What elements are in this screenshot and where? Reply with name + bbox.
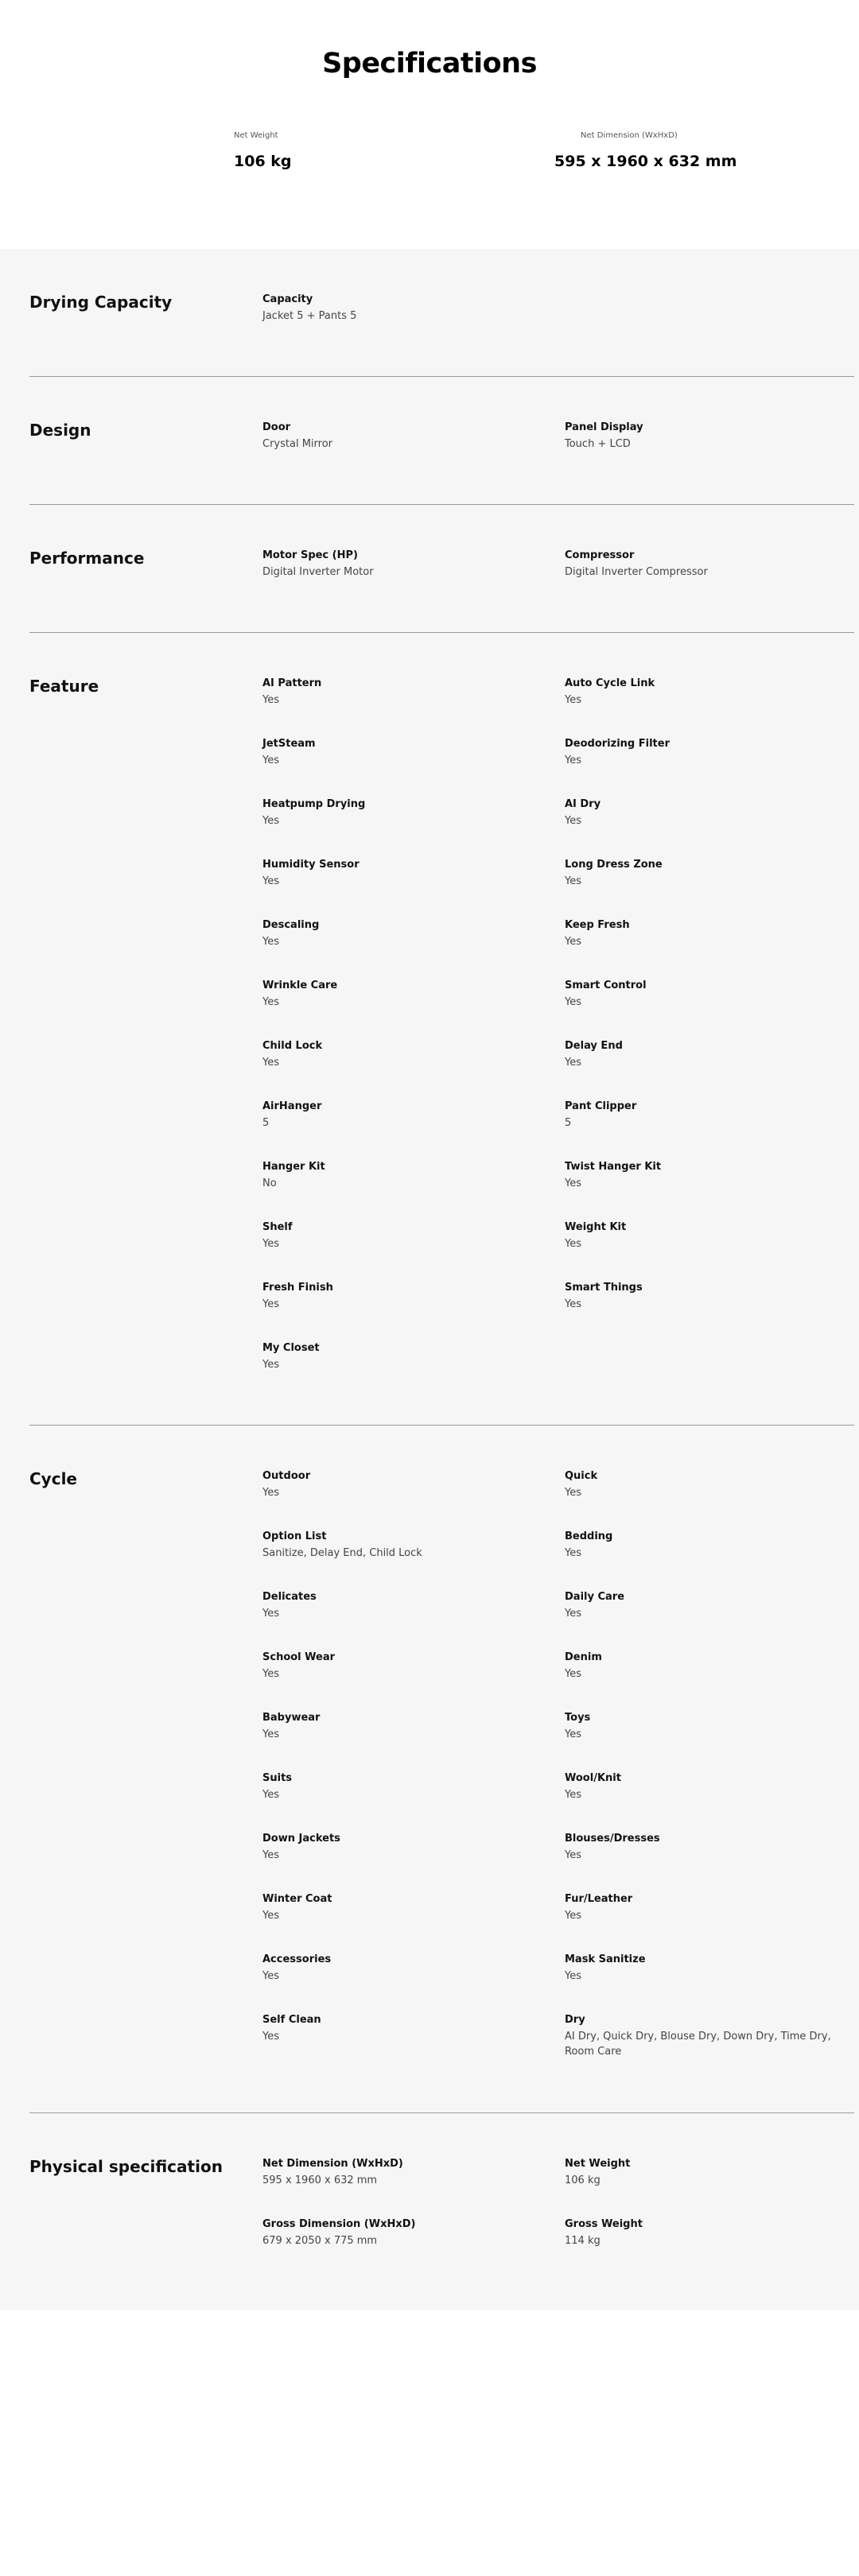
spec-item (565, 1651, 859, 1682)
spec-item (262, 677, 557, 708)
spec-item (565, 1771, 859, 1802)
spec-item (565, 1220, 859, 1251)
spec-item (262, 1220, 557, 1251)
spec-label: Capacity (262, 293, 313, 305)
spec-item (262, 2217, 557, 2248)
section-title: Performance (29, 549, 145, 568)
spec-item (565, 1892, 859, 1923)
spec-label: Mask Sanitize (565, 1953, 646, 1965)
spec-item (262, 549, 557, 580)
spec-item (262, 918, 557, 949)
spec-item (565, 1953, 859, 1984)
spec-value: Yes (262, 2031, 279, 2043)
spec-item (565, 2013, 859, 2059)
spec-section-performance (0, 505, 859, 633)
spec-label: Wool/Knit (565, 1772, 621, 1784)
spec-value: Yes (262, 1970, 279, 1982)
spec-value: 114 kg (565, 2235, 601, 2247)
spec-value: Yes (262, 936, 279, 948)
spec-value: Yes (565, 1057, 581, 1069)
specifications-header (0, 0, 859, 249)
spec-label: Dry (565, 2014, 585, 2026)
spec-label: Gross Dimension (WxHxD) (262, 2218, 416, 2230)
spec-label: Self Clean (262, 2014, 321, 2026)
spec-value: 595 x 1960 x 632 mm (262, 2174, 378, 2186)
spec-item (565, 2217, 859, 2248)
spec-label: JetSteam (262, 738, 316, 750)
spec-item (262, 1039, 557, 1070)
spec-value: Yes (262, 1608, 279, 1620)
spec-item (565, 421, 859, 452)
spec-label: Winter Coat (262, 1893, 332, 1905)
spec-value: Yes (262, 1298, 279, 1310)
spec-section-cycle (0, 1426, 859, 2113)
section-title: Cycle (29, 1469, 77, 1488)
spec-item (565, 1711, 859, 1742)
spec-value: Yes (565, 1970, 581, 1982)
spec-value: Touch + LCD (565, 438, 631, 450)
spec-value: Yes (565, 875, 581, 887)
spec-label: Net Dimension (WxHxD) (262, 2158, 403, 2170)
spec-item (262, 2157, 557, 2188)
spec-item (565, 677, 859, 708)
spec-value: Yes (565, 1177, 581, 1189)
spec-label: Hanger Kit (262, 1161, 325, 1173)
spec-label: Babywear (262, 1712, 321, 1724)
spec-value: Yes (565, 1608, 581, 1620)
spec-label: Long Dress Zone (565, 859, 663, 871)
spec-label: AirHanger (262, 1100, 322, 1112)
spec-value: Yes (565, 1849, 581, 1861)
spec-table (0, 249, 859, 2272)
spec-item (565, 1832, 859, 1863)
spec-value: Yes (565, 936, 581, 948)
spec-item (565, 1281, 859, 1312)
spec-item (565, 918, 859, 949)
summary-label: Net Weight (234, 131, 278, 140)
spec-label: My Closet (262, 1342, 320, 1354)
page-title: Specifications (322, 48, 537, 80)
spec-value: Yes (565, 1487, 581, 1499)
spec-value: Digital Inverter Compressor (565, 566, 708, 578)
spec-label: Daily Care (565, 1591, 625, 1603)
spec-item (262, 797, 557, 828)
spec-value: Yes (262, 1057, 279, 1069)
spec-label: Keep Fresh (565, 919, 630, 931)
spec-label: Descaling (262, 919, 320, 931)
spec-item (565, 1160, 859, 1191)
summary-net-weight (234, 131, 292, 170)
spec-label: Fur/Leather (565, 1893, 633, 1905)
spec-label: Panel Display (565, 421, 643, 433)
spec-label: Delicates (262, 1591, 317, 1603)
key-specs-summary (0, 131, 859, 179)
spec-value: Yes (565, 1789, 581, 1801)
spec-label: Twist Hanger Kit (565, 1161, 662, 1173)
spec-label: AI Pattern (262, 677, 322, 689)
spec-item (565, 1039, 859, 1070)
spec-label: Suits (262, 1772, 293, 1784)
spec-label: Net Weight (565, 2158, 631, 2170)
spec-item (262, 1530, 557, 1561)
spec-label: Delay End (565, 1040, 623, 1052)
spec-label: Outdoor (262, 1470, 311, 1482)
spec-item (262, 979, 557, 1010)
spec-item (262, 1651, 557, 1682)
spec-label: Gross Weight (565, 2218, 643, 2230)
spec-label: Compressor (565, 549, 635, 561)
spec-label: Shelf (262, 1221, 293, 1233)
spec-label: Down Jackets (262, 1833, 340, 1845)
spec-label: Deodorizing Filter (565, 738, 670, 750)
spec-value: AI Dry, Quick Dry, Blouse Dry, Down Dry, Time Dry, Room Care (565, 2031, 831, 2058)
spec-value: Yes (262, 1789, 279, 1801)
spec-label: Wrinkle Care (262, 980, 338, 991)
spec-item (565, 979, 859, 1010)
spec-item (262, 1341, 557, 1372)
spec-item (262, 737, 557, 768)
spec-section-feature (0, 633, 859, 1426)
spec-label: AI Dry (565, 798, 601, 810)
spec-label: Option List (262, 1530, 327, 1542)
spec-item (262, 1281, 557, 1312)
section-title: Feature (29, 677, 99, 696)
spec-item (262, 1892, 557, 1923)
spec-item (262, 1771, 557, 1802)
spec-item (565, 1590, 859, 1621)
summary-label: Net Dimension (WxHxD) (581, 131, 678, 140)
summary-value: 106 kg (234, 153, 292, 170)
spec-value: Yes (262, 1487, 279, 1499)
spec-value: Yes (565, 755, 581, 766)
spec-value: No (262, 1177, 277, 1189)
spec-item (262, 2013, 557, 2044)
spec-section-design (0, 377, 859, 505)
spec-value: Crystal Mirror (262, 438, 332, 450)
spec-value: Yes (262, 875, 279, 887)
spec-label: School Wear (262, 1651, 336, 1663)
spec-value: 5 (262, 1117, 270, 1129)
spec-section-drying-capacity (0, 249, 859, 377)
spec-item (262, 1832, 557, 1863)
spec-label: Smart Things (565, 1282, 643, 1294)
summary-net-dimension (554, 131, 737, 170)
section-title: Drying Capacity (29, 293, 173, 312)
spec-item (262, 1590, 557, 1621)
spec-item (565, 1469, 859, 1500)
spec-value: Yes (565, 694, 581, 706)
spec-value: Yes (262, 1728, 279, 1740)
spec-item (565, 1530, 859, 1561)
spec-label: Weight Kit (565, 1221, 627, 1233)
spec-value: Digital Inverter Motor (262, 566, 374, 578)
spec-value: Yes (262, 815, 279, 827)
spec-value: Yes (262, 1910, 279, 1922)
summary-value: 595 x 1960 x 632 mm (554, 153, 737, 170)
spec-item (262, 1711, 557, 1742)
spec-value: Yes (262, 694, 279, 706)
spec-value: Yes (565, 996, 581, 1008)
spec-label: Blouses/Dresses (565, 1833, 660, 1845)
spec-label: Fresh Finish (262, 1282, 333, 1294)
spec-item (565, 1100, 859, 1131)
spec-item (262, 421, 557, 452)
spec-item (565, 737, 859, 768)
section-title: Design (29, 421, 91, 440)
spec-value: Yes (262, 1668, 279, 1680)
spec-value: Yes (262, 1359, 279, 1371)
spec-value: Yes (262, 1849, 279, 1861)
spec-label: Child Lock (262, 1040, 323, 1052)
spec-item (565, 858, 859, 889)
spec-item (262, 1100, 557, 1131)
spec-label: Accessories (262, 1953, 332, 1965)
spec-value: Yes (262, 755, 279, 766)
spec-label: Toys (565, 1712, 591, 1724)
spec-value: 106 kg (565, 2174, 601, 2186)
spec-item (565, 549, 859, 580)
spec-value: Yes (565, 815, 581, 827)
spec-label: Door (262, 421, 291, 433)
spec-value: Yes (565, 1547, 581, 1559)
spec-value: Sanitize, Delay End, Child Lock (262, 1547, 422, 1559)
section-title: Physical specification (29, 2157, 223, 2176)
spec-value: Yes (262, 996, 279, 1008)
spec-item (262, 858, 557, 889)
spec-value: Yes (565, 1298, 581, 1310)
spec-label: Denim (565, 1651, 602, 1663)
spec-item (262, 1160, 557, 1191)
spec-item (565, 2157, 859, 2188)
spec-value: Jacket 5 + Pants 5 (262, 310, 357, 322)
spec-label: Humidity Sensor (262, 859, 360, 871)
spec-value: 5 (565, 1117, 572, 1129)
spec-label: Pant Clipper (565, 1100, 637, 1112)
spec-value: Yes (565, 1238, 581, 1250)
spec-item (262, 293, 557, 324)
spec-label: Auto Cycle Link (565, 677, 655, 689)
spec-table-footer (0, 2272, 859, 2310)
spec-item (565, 797, 859, 828)
spec-label: Quick (565, 1470, 598, 1482)
spec-value: Yes (565, 1668, 581, 1680)
spec-value: Yes (565, 1728, 581, 1740)
spec-value: Yes (565, 1910, 581, 1922)
spec-label: Motor Spec (HP) (262, 549, 358, 561)
spec-value: 679 x 2050 x 775 mm (262, 2235, 378, 2247)
spec-label: Heatpump Drying (262, 798, 366, 810)
spec-item (262, 1469, 557, 1500)
spec-label: Smart Control (565, 980, 647, 991)
spec-value: Yes (262, 1238, 279, 1250)
spec-item (262, 1953, 557, 1984)
spec-label: Bedding (565, 1530, 613, 1542)
